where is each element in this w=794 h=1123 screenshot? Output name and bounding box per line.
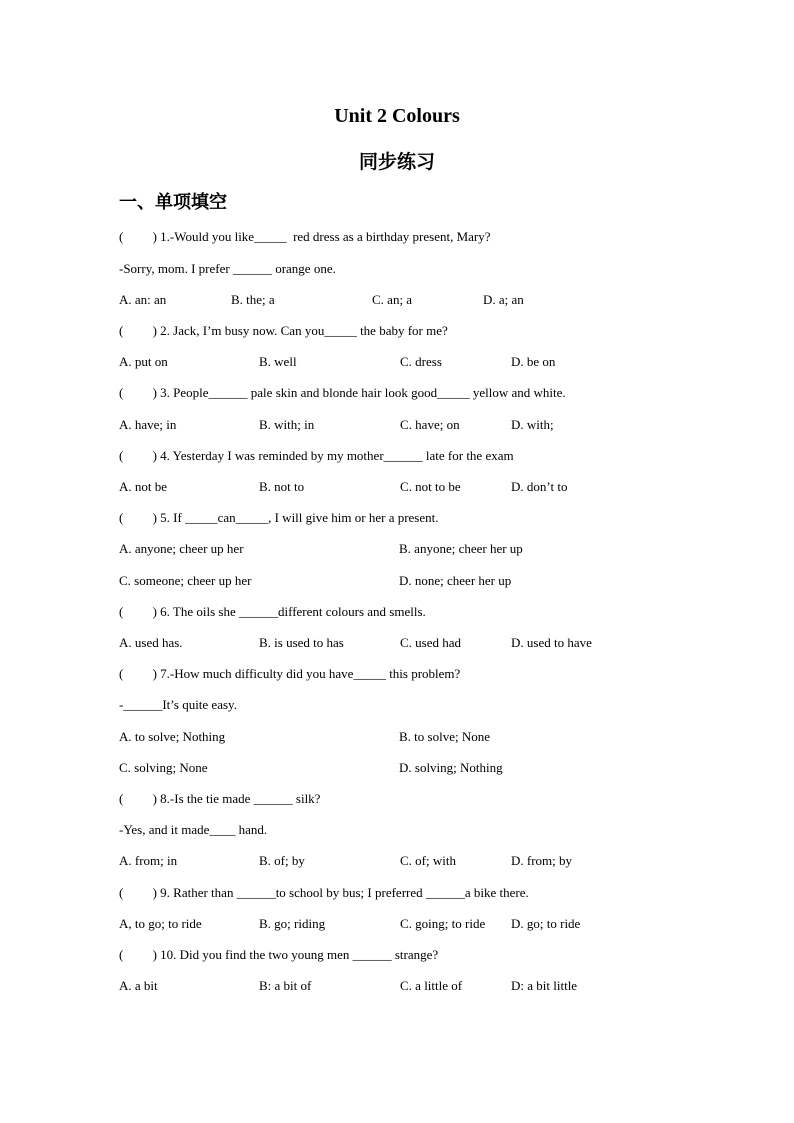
question-stem-reply: -______It’s quite easy. [119, 697, 237, 712]
option-c: C. used had [400, 635, 462, 650]
option-c: C. going; to ride [400, 916, 486, 931]
option-b: B. of; by [259, 853, 305, 868]
option-c: C. have; on [400, 417, 460, 432]
option-a: A. put on [119, 354, 168, 369]
option-a: A. an: an [119, 292, 167, 307]
option-b: B. is used to has [259, 635, 344, 650]
option-b: B. well [259, 354, 297, 369]
option-c: C. dress [400, 354, 442, 369]
option-d: D: a bit little [511, 978, 578, 993]
question-stem: ( ) 3. People______ pale skin and blonde hair look good_____ yellow and white. [119, 385, 566, 400]
option-b: B. not to [259, 479, 305, 494]
option-d: D. be on [511, 354, 556, 369]
option-d: D. go; to ride [511, 916, 581, 931]
option-a: A. from; in [119, 853, 178, 868]
option-d: D. a; an [483, 292, 524, 307]
option-c: C. not to be [400, 479, 461, 494]
question-stem-reply: -Yes, and it made____ hand. [119, 822, 268, 837]
question-stem: ( ) 4. Yesterday I was reminded by my mother______ late for the exam [119, 448, 514, 463]
question-stem: ( ) 2. Jack, I’m busy now. Can you_____ the baby for me? [119, 323, 448, 338]
option-c: C. someone; cheer up her [119, 573, 252, 588]
option-a: A. used has. [119, 635, 183, 650]
question-stem: ( ) 7.-How much difficulty did you have_____ this problem? [119, 666, 461, 681]
section-heading: 一、单项填空 [119, 192, 227, 213]
option-d: D. don’t to [511, 479, 568, 494]
option-a: A. not be [119, 479, 168, 494]
question-stem: ( ) 1.-Would you like_____ red dress as a birthday present, Mary? [119, 229, 491, 244]
question-stem: ( ) 8.-Is the tie made ______ silk? [119, 791, 321, 806]
option-d: D. none; cheer her up [399, 573, 512, 588]
option-b: B. to solve; None [399, 729, 490, 744]
page-title: Unit 2 Colours [334, 105, 460, 127]
question-stem: ( ) 9. Rather than ______to school by bus; I preferred ______a bike there. [119, 885, 529, 900]
page-subtitle: 同步练习 [358, 151, 435, 173]
option-d: D. from; by [511, 853, 573, 868]
option-b: B. anyone; cheer her up [399, 541, 523, 556]
option-a: A. anyone; cheer up her [119, 541, 244, 556]
option-b: B: a bit of [259, 978, 312, 993]
option-c: C. an; a [372, 292, 413, 307]
question-stem: ( ) 10. Did you find the two young men ______ strange? [119, 947, 439, 962]
option-d: D. used to have [511, 635, 592, 650]
option-a: A. a bit [119, 978, 158, 993]
option-a: A. have; in [119, 417, 177, 432]
option-b: B. with; in [259, 417, 315, 432]
question-stem-reply: -Sorry, mom. I prefer ______ orange one. [119, 261, 336, 276]
option-b: B. the; a [231, 292, 275, 307]
option-a: A. to solve; Nothing [119, 729, 226, 744]
option-d: D. with; [511, 417, 554, 432]
option-c: C. of; with [400, 853, 456, 868]
option-b: B. go; riding [259, 916, 326, 931]
question-stem: ( ) 6. The oils she ______different colours and smells. [119, 604, 426, 619]
option-a: A, to go; to ride [119, 916, 202, 931]
option-d: D. solving; Nothing [399, 760, 503, 775]
option-c: C. a little of [400, 978, 463, 993]
option-c: C. solving; None [119, 760, 208, 775]
question-stem: ( ) 5. If _____can_____, I will give him or her a present. [119, 510, 439, 525]
